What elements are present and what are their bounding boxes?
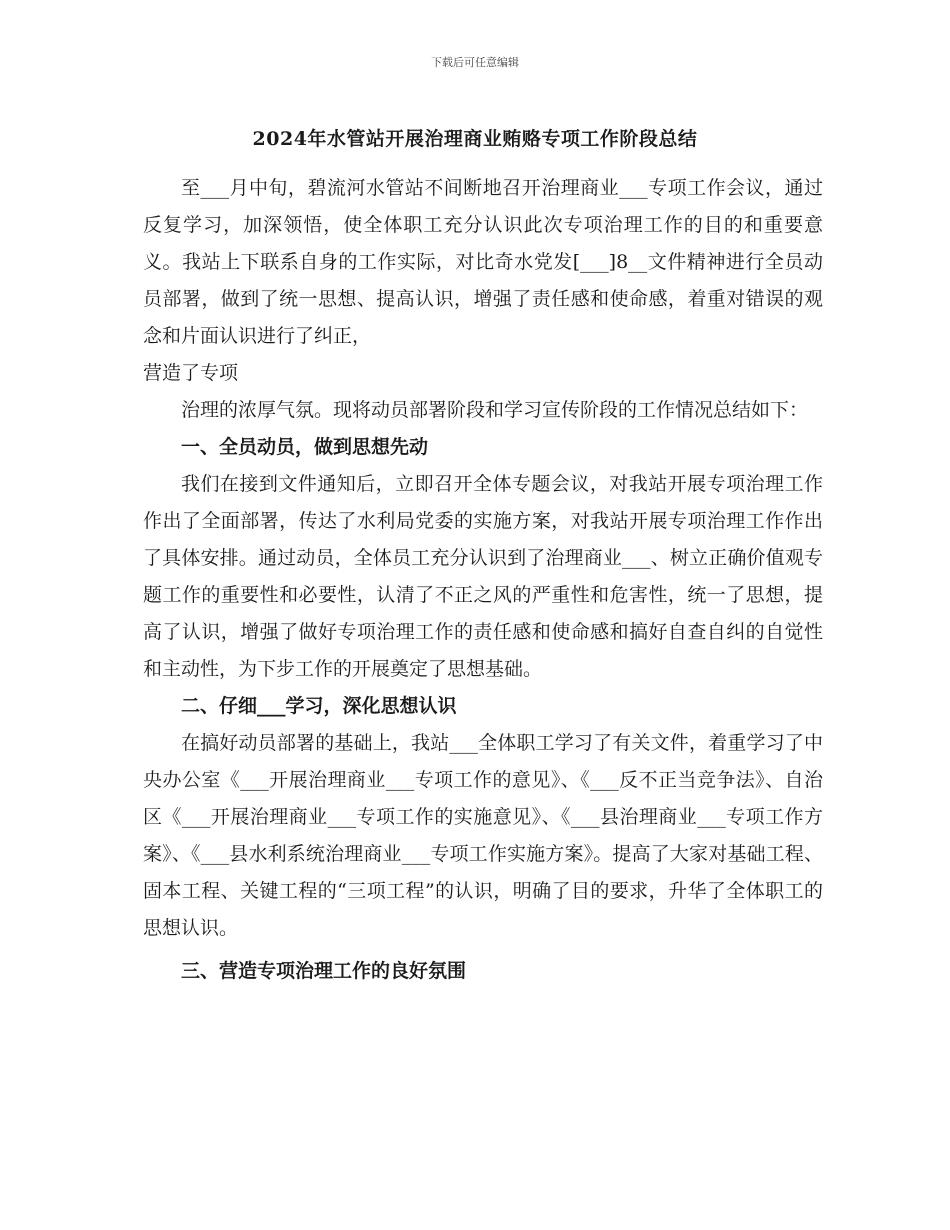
document-body (143, 170, 823, 990)
header-note: 下载后可任意编辑 (431, 56, 519, 69)
section-heading-2: 二、仔细___学习，深化思想认识 (181, 695, 457, 717)
section-heading-3: 三、营造专项治理工作的良好氛围 (181, 960, 467, 982)
document-title: 2024年水管站开展治理商业贿赂专项工作阶段总结 (252, 128, 698, 150)
paragraph-summary: 治理的浓厚气氛。现将动员部署阶段和学习宣传阶段的工作情况总结如下： (181, 399, 809, 421)
paragraph-intro: 至___月中旬，碧流河水管站不间断地召开治理商业___专项工作会议，通过反复学习，加深领悟，使全体职工充分认识此次专项治理工作的目的和重要意义。我站上下联系自身的工作实际，对比奇水党发[___]8__文件精神进行全员动员部署，做到了统一思想、提高认识，增强了责任感和使命感，着重对错误的观念和片面认识进行了纠正， (143, 177, 823, 347)
paragraph-section-2: 在搞好动员部署的基础上，我站___全体职工学习了有关文件，着重学习了中央办公室《___开展治理商业___专项工作的意见》、《___反不正当竞争法》、自治区《___开展治理商业___专项工作的实施意见》、《___县治理商业___专项工作方案》、《___县水利系统治理商业___专项工作实施方案》。提高了大家对基础工程、固本工程、关键工程的“三项工程”的认识，明确了目的要求，升华了全体职工的思想认识。 (143, 732, 823, 939)
paragraph-section-1: 我们在接到文件通知后，立即召开全体专题会议，对我站开展专项治理工作作出了全面部署，传达了水利局党委的实施方案，对我站开展专项治理工作作出了具体安排。通过动员，全体员工充分认识到了治理商业___、树立正确价值观专题工作的重要性和必要性，认清了不正之风的严重性和危害性，统一了思想，提高了认识，增强了做好专项治理工作的责任感和使命感和搞好自查自纠的自觉性和主动性，为下步工作的开展奠定了思想基础。 (143, 473, 823, 680)
section-heading-1: 一、全员动员，做到思想先动 (181, 436, 429, 458)
paragraph-intro-end: 营造了专项 (143, 362, 239, 384)
